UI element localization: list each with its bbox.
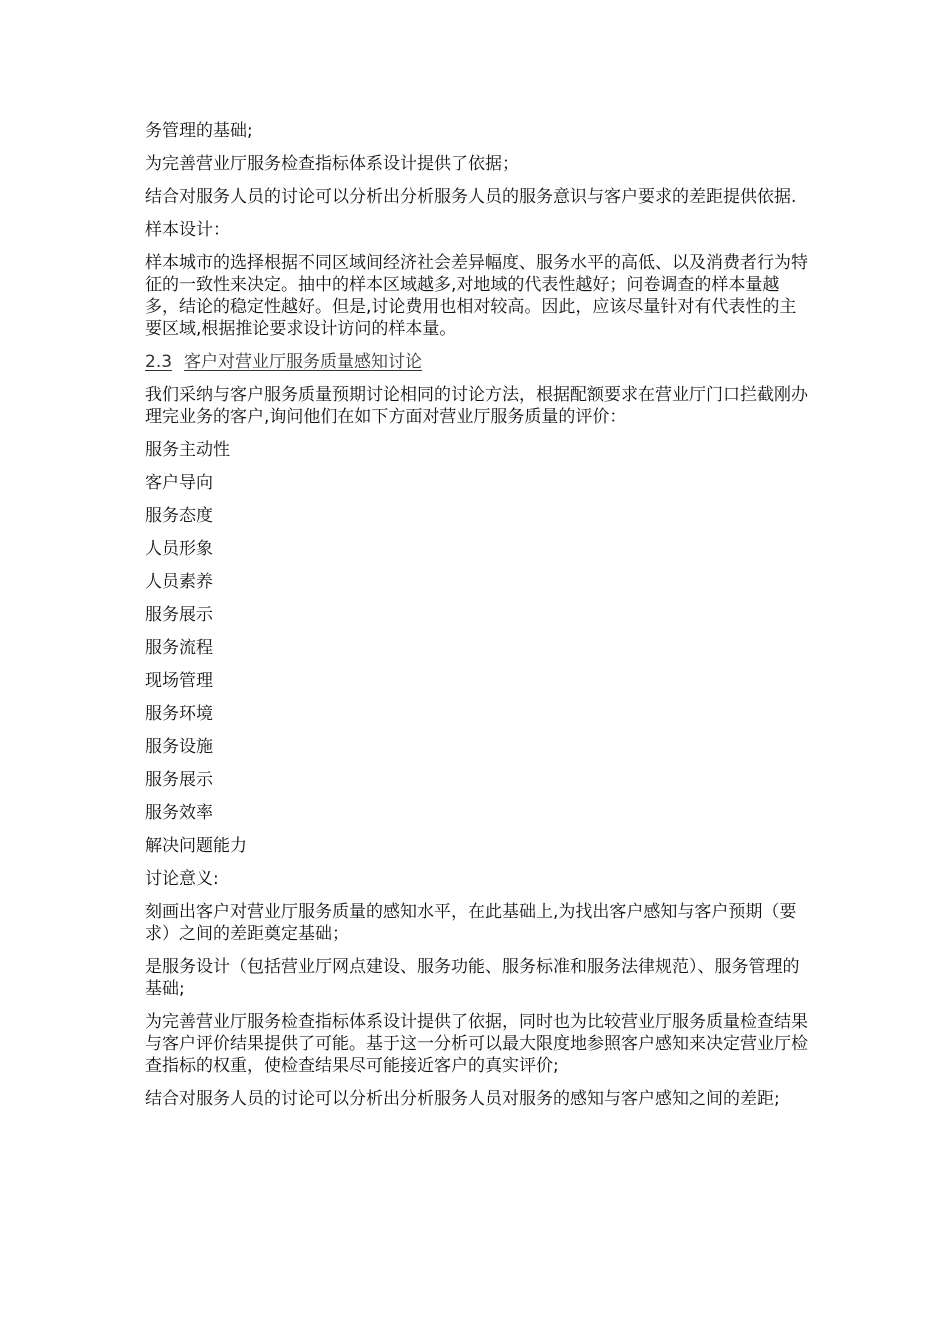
- list-item: 服务环境: [145, 704, 213, 724]
- paragraph: 结合对服务人员的讨论可以分析出分析服务人员的服务意识与客户要求的差距提供依据.: [145, 187, 797, 207]
- list-item: 客户导向: [145, 473, 213, 493]
- list-item: 服务展示: [145, 770, 213, 790]
- list-item: 人员素养: [145, 572, 213, 592]
- paragraph: 是服务设计（包括营业厅网点建设、服务功能、服务标准和服务法律规范）、服务管理的基础;: [145, 957, 800, 999]
- paragraph: 结合对服务人员的讨论可以分析出分析服务人员对服务的感知与客户感知之间的差距;: [145, 1089, 780, 1109]
- paragraph: 为完善营业厅服务检查指标体系设计提供了依据；: [145, 154, 519, 174]
- significance-label: 讨论意义:: [145, 869, 219, 889]
- section-number: 2.3: [145, 352, 173, 372]
- paragraph: 务管理的基础;: [145, 121, 253, 141]
- document-page: [145, 120, 810, 1121]
- intro-paragraph: 我们采纳与客户服务质量预期讨论相同的讨论方法，根据配额要求在营业厅门口拦截刚办理完业务的客户,询问他们在如下方面对营业厅服务质量的评价：: [145, 385, 808, 427]
- sample-design-label: 样本设计：: [145, 220, 230, 240]
- list-item: 现场管理: [145, 671, 213, 691]
- list-item: 服务流程: [145, 638, 213, 658]
- list-item: 人员形象: [145, 539, 213, 559]
- paragraph: 刻画出客户对营业厅服务质量的感知水平，在此基础上,为找出客户感知与客户预期（要求）之间的差距奠定基础；: [145, 902, 797, 944]
- list-item: 解决问题能力: [145, 836, 247, 856]
- list-item: 服务主动性: [145, 440, 230, 460]
- section-title: 客户对营业厅服务质量感知讨论: [184, 352, 423, 372]
- paragraph: 为完善营业厅服务检查指标体系设计提供了依据，同时也为比较营业厅服务质量检查结果与客户评价结果提供了可能。基于这一分析可以最大限度地参照客户感知来决定营业厅检查指标的权重，使检查结果尽可能接近客户的真实评价;: [145, 1012, 808, 1076]
- list-item: 服务效率: [145, 803, 213, 823]
- list-item: 服务展示: [145, 605, 213, 625]
- paragraph: 样本城市的选择根据不同区域间经济社会差异幅度、服务水平的高低、以及消费者行为特征的一致性来决定。抽中的样本区域越多,对地域的代表性越好；问卷调查的样本量越多，结论的稳定性越好。但是,讨论费用也相对较高。因此，应该尽量针对有代表性的主要区域,根据推论要求设计访问的样本量。: [145, 253, 808, 339]
- list-item: 服务态度: [145, 506, 213, 526]
- section-heading: [145, 351, 810, 373]
- list-item: 服务设施: [145, 737, 213, 757]
